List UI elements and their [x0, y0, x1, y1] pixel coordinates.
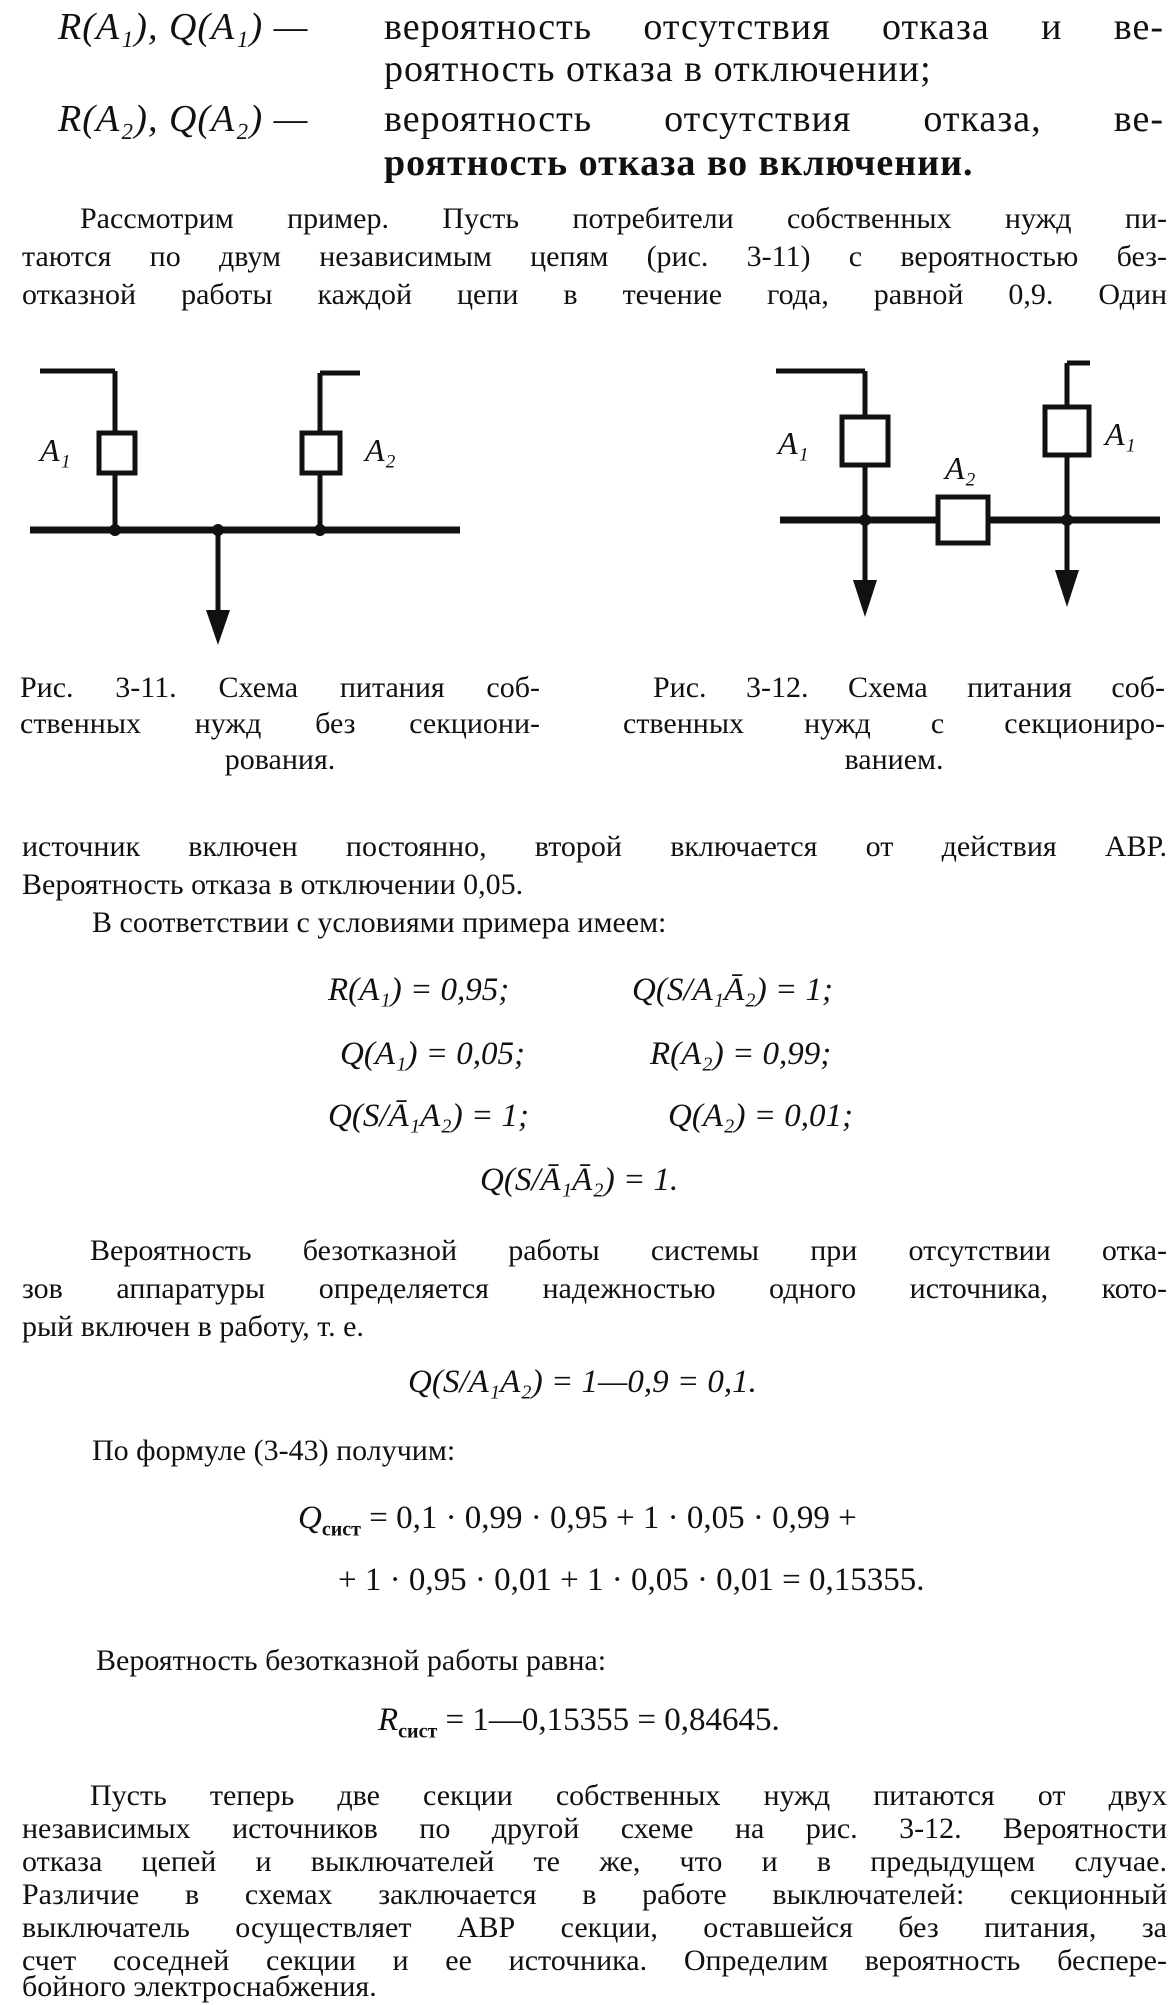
junction-dot	[109, 524, 121, 536]
paragraph-line: источник включен постоянно, второй включается от действия АВР.	[22, 830, 1167, 863]
caption-line: ванием.	[844, 743, 944, 776]
paragraph-line: таются по двум независимым цепям (рис. 3-11) с вероятностью без-	[22, 240, 1167, 273]
formula-q-syst-line2: + 1 · 0,95 · 0,01 + 1 · 0,05 · 0,01 = 0,15355.	[338, 1562, 925, 1598]
formula-expression: = 1—0,15355 = 0,84645.	[437, 1702, 780, 1738]
formula-symbol: R	[378, 1702, 399, 1738]
sectional-breaker-a2	[938, 497, 988, 543]
fig2-label-a2: A₂	[945, 450, 976, 486]
breaker-a1	[99, 433, 135, 473]
paragraph-line: независимых источников по другой схеме на рис. 3-12. Вероятности	[22, 1812, 1167, 1845]
formula-symbol: Q	[298, 1500, 322, 1536]
definition-text-line: роятность отказа в отключении;	[384, 48, 932, 90]
junction-dot	[314, 524, 326, 536]
breaker-a1-left	[842, 417, 888, 465]
fig1-label-a1: A₁	[40, 432, 71, 468]
definition-text-line: вероятность отсутствия отказа и ве-	[384, 6, 1164, 48]
fig2-label-a1-right: A₁	[1105, 416, 1136, 452]
formula-q-syst-line1	[298, 1500, 857, 1542]
paragraph-line: Вероятность безотказной работы равна:	[96, 1644, 607, 1677]
paragraph-line: отказа цепей и выключателей те же, что и в предыдущем случае.	[22, 1845, 1167, 1878]
formula-q-s: Q(S/A₁A₂) = 1—0,9 = 0,1.	[408, 1364, 757, 1400]
caption-line: ственных нужд с секциониро-	[623, 707, 1165, 740]
paragraph-line: Вероятность отказа в отключении 0,05.	[22, 868, 524, 901]
figure-3-12-diagram	[770, 355, 1170, 635]
definition-text-line: роятность отказа во включении.	[384, 142, 974, 184]
formula-r-syst	[378, 1702, 780, 1744]
caption-line: Рис. 3-11. Схема питания соб-	[20, 671, 540, 704]
breaker-a1-right	[1045, 407, 1089, 455]
load-arrow-icon	[206, 610, 230, 645]
paragraph-line: Вероятность безотказной работы системы при отсутствии отка-	[90, 1234, 1167, 1267]
formula-expression: = 0,1 · 0,99 · 0,95 + 1 · 0,05 · 0,99 +	[360, 1500, 857, 1536]
paragraph-line: Рассмотрим пример. Пусть потребители собственных нужд пи-	[80, 202, 1167, 235]
junction-dot	[859, 514, 871, 526]
paragraph-line: зов аппаратуры определяется надежностью одного источника, кото-	[22, 1272, 1167, 1305]
paragraph-line: отказной работы каждой цепи в течение года, равной 0,9. Один	[22, 278, 1167, 311]
formula-subscript: сист	[321, 1518, 361, 1541]
formula-subscript: сист	[398, 1720, 438, 1743]
paragraph-line: Различие в схемах заключается в работе выключателей: секционный	[22, 1878, 1167, 1911]
paragraph-line: рый включен в работу, т. е.	[22, 1310, 364, 1343]
junction-dot	[212, 524, 224, 536]
paragraph-line: В соответствии с условиями примера имеем:	[92, 906, 667, 939]
given-formula: Q(A₁) = 0,05;	[340, 1036, 525, 1072]
paragraph-line: выключатель осуществляет АВР секции, оставшейся без питания, за	[22, 1911, 1167, 1944]
given-formula: R(A₁) = 0,95;	[328, 972, 510, 1008]
fig2-label-a1-left: A₁	[778, 425, 809, 461]
given-formula: Q(S/A₁Ā₂) = 1;	[632, 972, 833, 1008]
definition-text-line: вероятность отсутствия отказа, ве-	[384, 98, 1164, 140]
definition-symbols: R(A₁), Q(A₁) —	[58, 6, 309, 48]
paragraph-line: счет соседней секции и ее источника. Определим вероятность беспере-	[22, 1944, 1167, 1977]
given-formula: Q(A₂) = 0,01;	[668, 1098, 853, 1134]
load-arrow-icon	[1055, 570, 1079, 607]
given-formula: Q(S/Ā₁A₂) = 1;	[328, 1098, 529, 1134]
paragraph-line: бойного электроснабжения.	[22, 1970, 377, 2003]
given-formula: R(A₂) = 0,99;	[650, 1036, 832, 1072]
figure-3-11-diagram	[20, 355, 480, 655]
paragraph-line: Пусть теперь две секции собственных нужд питаются от двух	[90, 1779, 1167, 1812]
caption-line: рования.	[224, 743, 336, 776]
given-formula: Q(S/Ā₁Ā₂) = 1.	[480, 1162, 679, 1198]
caption-line: Рис. 3-12. Схема питания соб-	[653, 671, 1165, 704]
load-arrow-icon	[853, 580, 877, 617]
fig1-label-a2: A₂	[365, 432, 396, 468]
paragraph-line: По формуле (3-43) получим:	[92, 1434, 456, 1467]
junction-dot	[1061, 514, 1073, 526]
definition-symbols: R(A₂), Q(A₂) —	[58, 98, 309, 140]
breaker-a2	[302, 433, 340, 473]
caption-line: ственных нужд без секциони-	[20, 707, 540, 740]
